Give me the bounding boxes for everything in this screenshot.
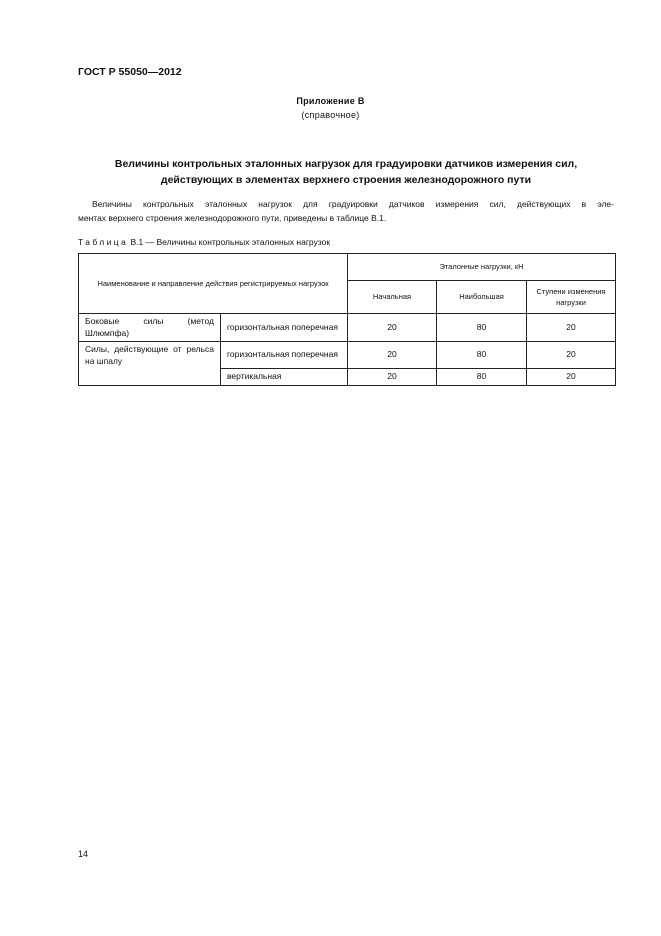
cell-max: 80 <box>437 342 527 369</box>
page-number: 14 <box>78 849 89 859</box>
annex-subtitle: (справочное) <box>301 110 360 120</box>
intro-paragraph <box>78 198 614 225</box>
cell-steps: 20 <box>527 342 616 369</box>
heading-line-1: Величины контрольных эталонных нагрузок для градуировки датчиков измерения сил, <box>114 158 578 170</box>
header-cell-group: Эталонные нагрузки, кН <box>348 254 616 281</box>
cell-load-name: Силы, действующие от рельса на шпалу <box>79 342 221 386</box>
header-cell-initial: Начальная <box>348 281 437 314</box>
table-row <box>79 342 616 369</box>
cell-direction: горизонтальная поперечная <box>221 314 348 342</box>
cell-direction: горизонтальная поперечная <box>221 342 348 369</box>
section-heading <box>78 156 614 188</box>
annex-header <box>0 94 661 122</box>
cell-steps: 20 <box>527 369 616 386</box>
header-cell-steps: Ступени изменения нагрузки <box>527 281 616 314</box>
heading-line-2: действующих в элементах верхнего строения железнодорожного пути <box>160 174 532 186</box>
cell-load-name: Боковые силы (метод Шлюмпфа) <box>79 314 221 342</box>
table-caption <box>78 237 330 247</box>
header-cell-name: Наименование и направление действия регистрируемых нагрузок <box>79 254 348 314</box>
cell-direction: вертикальная <box>221 369 348 386</box>
table-header-row <box>79 254 616 281</box>
cell-initial: 20 <box>348 314 437 342</box>
annex-title: Приложение В <box>296 96 365 106</box>
cell-max: 80 <box>437 314 527 342</box>
table-caption-text: В.1 — Величины контрольных эталонных нагрузок <box>128 237 331 247</box>
paragraph-line-2: ментах верхнего строения железнодорожного пути, приведены в таблице В.1. <box>78 212 387 223</box>
paragraph-line-1: Величины контрольных эталонных нагрузок для градуировки датчиков измерения сил, действующих в эле- <box>92 199 614 209</box>
cell-max: 80 <box>437 369 527 386</box>
cell-initial: 20 <box>348 342 437 369</box>
table-caption-lead: Таблица <box>78 237 129 247</box>
table-row <box>79 314 616 342</box>
document-code: ГОСТ Р 55050—2012 <box>78 66 182 78</box>
header-cell-max: Наибольшая <box>437 281 527 314</box>
cell-steps: 20 <box>527 314 616 342</box>
cell-initial: 20 <box>348 369 437 386</box>
loads-table <box>78 253 616 386</box>
